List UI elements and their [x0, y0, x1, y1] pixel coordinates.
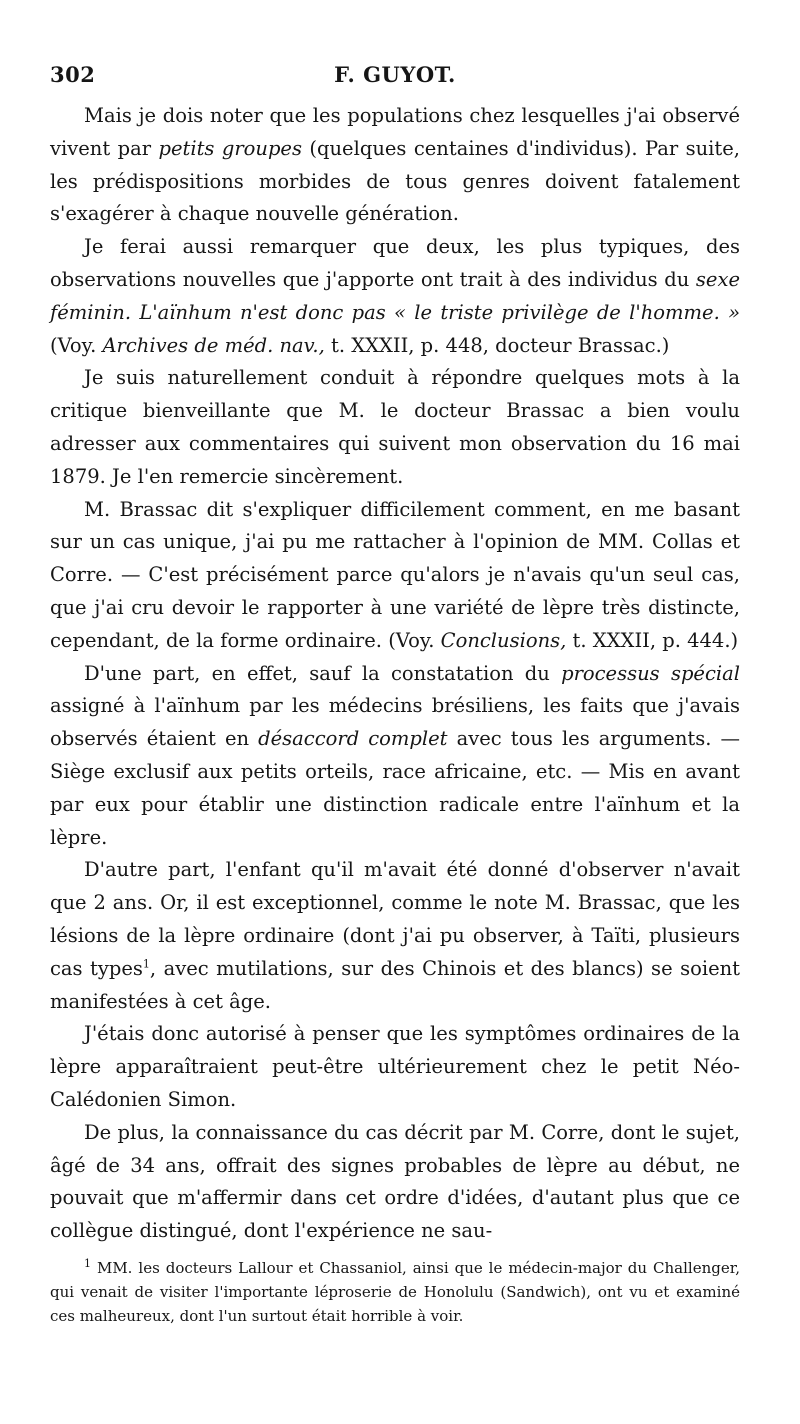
italic-text: désaccord complet	[258, 727, 448, 751]
paragraph	[50, 854, 740, 1018]
text-run: Je ferai aussi remarquer que deux, les plus typiques, des observations nouvelles que j'apporte ont trait à des individus du	[50, 235, 740, 291]
paragraph	[50, 1117, 740, 1248]
italic-text: Archives de méd. nav.,	[102, 333, 325, 357]
italic-text: Conclusions,	[440, 628, 567, 652]
footnote-marker: 1	[142, 957, 150, 971]
body-text	[50, 100, 740, 1248]
text-run: t. XXXII, p. 448, docteur Brassac.)	[324, 333, 670, 357]
page-number: 302	[50, 62, 96, 87]
text-run: J'étais donc autorisé à penser que les symptômes ordinaires de la lèpre apparaîtraient peut-être ultérieurement chez le petit Néo-Calédonien Simon.	[50, 1022, 740, 1111]
italic-text: petits groupes	[158, 136, 302, 160]
paragraph	[50, 494, 740, 658]
paragraph	[50, 362, 740, 493]
paragraph	[50, 658, 740, 855]
paragraph	[50, 1018, 740, 1116]
text-run: MM. les docteurs Lallour et Chassaniol, ainsi que le médecin-major du Challenger, qui venait de visiter l'importante léproserie de Honolulu (Sandwich), ont vu et examiné ces malheureux, dont l'un surtout était horrible à voir.	[50, 1259, 740, 1325]
footnote	[50, 1256, 740, 1328]
text-run: assigné à l'aïnhum par les médecins brésiliens, les faits que j'avais observés étaient en	[50, 694, 740, 751]
footnote-marker: 1	[84, 1257, 91, 1270]
text-run: t. XXXII, p. 444.)	[566, 628, 739, 652]
italic-text: sexe féminin. L'aïnhum n'est donc pas « le triste privilège de l'homme. »	[50, 267, 740, 324]
italic-text: processus spécial	[561, 661, 740, 685]
text-run: Je suis naturellement conduit à répondre quelques mots à la critique bienveillante que M. le docteur Brassac a bien voulu adresser aux commentaires qui suivent mon observation du 16 mai 1879. Je l'en remercie sincèrement.	[50, 366, 740, 488]
text-run: (Voy.	[50, 333, 103, 357]
text-run: (quelques centaines d'individus). Par suite, les prédispositions morbides de tous genres doivent fatalement s'exagérer à chaque nouvelle génération.	[50, 136, 740, 226]
paragraph	[50, 231, 740, 362]
text-run: Mais je dois noter que les populations chez lesquelles j'ai observé vivent par	[50, 104, 740, 160]
page-header	[50, 62, 740, 92]
text-run: D'autre part, l'enfant qu'il m'avait été donné d'observer n'avait que 2 ans. Or, il est exceptionnel, comme le note M. Brassac, que les lésions de la lèpre ordinaire (dont j'ai pu observer, à Taïti, plusieurs cas types	[50, 858, 740, 980]
text-run: De plus, la connaissance du cas décrit par M. Corre, dont le sujet, âgé de 34 ans, offrait des signes probables de lèpre au début, ne pouvait que m'affermir dans cet ordre d'idées, d'autant plus que ce collègue distingué, dont l'expérience ne sau-	[50, 1120, 740, 1243]
footnotes	[50, 1256, 740, 1328]
text-run: avec tous les arguments. — Siège exclusif aux petits orteils, race africaine, etc. — Mis en avant par eux pour établir une distinction radicale entre l'aïnhum et la lèpre.	[50, 727, 740, 849]
text-run: D'une part, en effet, sauf la constatation du	[84, 661, 562, 685]
text-run: , avec mutilations, sur des Chinois et des blancs) se soient manifestées à cet âge.	[50, 956, 740, 1013]
paragraph	[50, 100, 740, 231]
text-run: M. Brassac dit s'expliquer difficilement comment, en me basant sur un cas unique, j'ai pu me rattacher à l'opinion de MM. Collas et Corre. — C'est précisément parce qu'alors je n'avais qu'un seul cas, que j'ai cru devoir le rapporter à une variété de lèpre très distincte, cependant, de la forme ordinaire. (Voy.	[50, 497, 740, 652]
running-title: F. GUYOT.	[334, 62, 456, 87]
